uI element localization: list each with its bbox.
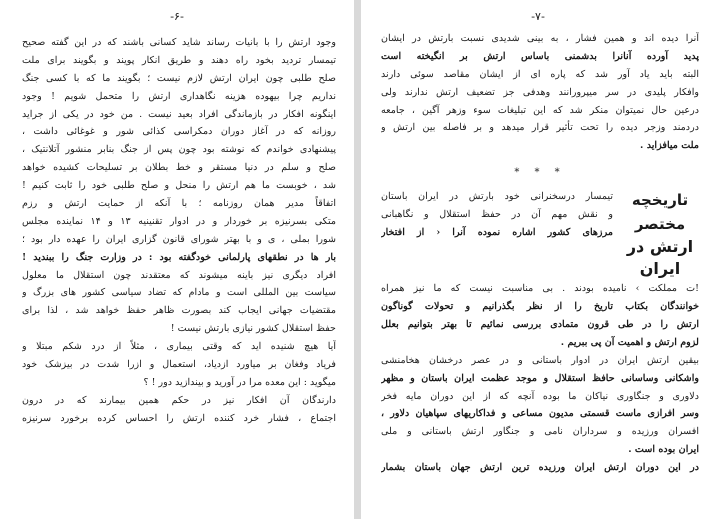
text-line: صلح طلبی چون ایران ارتش لازم نیست ؛ بگویند ما که با کسی جنگ (22, 72, 336, 84)
text-line: ملت میافزاید . (640, 140, 699, 152)
text-line: ارتش را در طی قرون متمادی بررسی نمائیم تا بهتر بتوانیم بعلل (381, 319, 699, 331)
left-page (0, 0, 354, 519)
section-heading (621, 188, 699, 280)
text-line: روزانه که در آغاز دوران دمکراسی کذائی شور و غوغائی داشت ، (22, 126, 336, 138)
section-divider-stars: * * * (514, 167, 566, 179)
text-line: تیمسار درسخنرانی خود بارتش در ایران باستان (381, 191, 613, 203)
text-line: دارندگان آن افکار نیز در حکم همین بیمارند که در درون (22, 394, 336, 406)
text-line: واشکانی وساسانی حافظ استقلال و موجد عظمت ایران باستان و مظهر (381, 372, 699, 384)
text-line: اجتماع ، فشار خرد کننده ارتش را احساس کرده برخورد سرنیزه (22, 412, 336, 424)
text-line: دلاوری و جنگاوری نیاکان ما بوده آنچه که از این دوران مایه فخر (381, 390, 699, 402)
text-line: تیمسار تردید بخود راه دهند و طریق انکار پویند و بگویند برای ملت (22, 54, 336, 66)
text-line: بار ها در نطقهای پارلمانی خودگفته بود : در وزارت جنگ را ببندید ! (22, 251, 336, 263)
text-line: پدید آورده آنانرا بدشمنی باساس ارتش بر انگیخته است (381, 50, 699, 62)
text-line: صلح و سلم در دنیا مستقر و خط بطلان بر تسلیحات کشیده خواهد (22, 162, 336, 174)
text-line: شورا بملی ، ی و با بهتر شورای قانون گزاری ایران را عهده دار بود ؛ (22, 233, 336, 245)
text-line: اتفاقاً مدیر همان روزنامه ؛ با آنکه از حمایت ارتش و رزم (22, 198, 336, 210)
left-page-text (22, 34, 336, 428)
text-line: اینگونه افکار در بازماندگی افراد بعید نیست . من خود در یکی از جراید (22, 108, 336, 120)
text-line: مرزهای کشور اشاره نموده آنرا ‹ از افتخار (381, 227, 613, 239)
right-page (361, 0, 715, 519)
text-line: دردمند وزجر دیده را تحت تأثیر قرار میدهد و بر فاصله بین ارتش و (381, 122, 699, 134)
left-page-number: -۶- (170, 10, 184, 23)
section-heading-line-1: تاریخچه مختصر (631, 191, 689, 234)
text-line: ایران بوده است . (628, 444, 699, 456)
text-line: خوانندگان بکتاب تاریخ را از نظر بگذرانیم و تحولات گوناگون (381, 301, 699, 313)
section-side-text (381, 188, 613, 280)
text-line: وافکار پلیدی در سر میپرورانند وهدفی جز تضعیف ارتش ندارند ولی (381, 86, 699, 98)
text-line: حفظ استقلال کشور نیازی بارتش نیست ! (170, 323, 336, 335)
text-line: !ت مملکت › نامیده بودند . بی مناسبت نیست که ما نیز همراه (381, 283, 699, 295)
right-page-number: -۷- (531, 10, 545, 23)
section-intro (381, 188, 699, 280)
text-line: نداریم چرا بیهوده هزینه نگاهداری ارتش را متحمل شویم ! وجود (22, 90, 336, 102)
text-line: البته باید یاد آور شد که پاره ای از ایشان مقاصد سوئی دارند (381, 68, 699, 80)
text-line: سیاست بین المللی است و مادام که تضاد سیاسی کشور های بزرگ و (22, 287, 336, 299)
text-line: بیقین ارتش ایران در ادوار باستانی و در عصر درخشان هخامنشی (381, 354, 699, 366)
text-line: شد ، خوبست ما هم ارتش را منحل و صلح طلبی خود را ثابت کنیم ! (22, 180, 336, 192)
text-line: میگوید : این معده مرا در آورید و بیندازید دور ! ؟ (143, 376, 336, 388)
text-line: و نقش مهم آن در حفظ استقلال و نگاهبانی (381, 209, 613, 221)
book-gutter (354, 0, 361, 519)
text-line: آیا هیچ شنیده اید که وقتی بیماری ، مثلاً از درد شکم مبتلا و (22, 341, 336, 353)
text-line: فریاد وفغان بر میاورد ازدیاد، استعمال و ازرا شدت در بیزشک خود (22, 359, 336, 371)
text-line: درعین حال نمیتوان منکر شد که این تبلیغات سوء وزهر آگین ، جامعه (381, 104, 699, 116)
text-line: پیشنهادی خواندم که نوشته بود چون پس از جنگ بنابر منشور آتلانتیک ، (22, 144, 336, 156)
text-line: افراد دیگری نیز باینه میشوند که معتقدند چون استقلال ما معلول (22, 269, 336, 281)
text-line: متکی بسرنیزه بر خوردار و در ادوار تقنینیه ۱۳ و ۱۴ نماینده مجلس (22, 215, 336, 227)
text-line: افسران ورزیده و سرداران نامی و جنگاور ارتش باستانی و ملی (381, 426, 699, 438)
text-line: در این دوران ارتش ایران ورزیده ترین ارتش جهان باستان بشمار (381, 462, 699, 474)
text-line: مقتضیات جهانی ایجاب کند بصورت ظاهر حفظ خواهد شد ، لذا برای (22, 305, 336, 317)
text-line: وجود ارتش را با بانیات رساند شاید کسانی باشند که در این گفته صحیح (22, 37, 336, 48)
text-line: لزوم ارتش و اهمیت آن پی ببریم . (560, 336, 699, 348)
text-line: آنرا دیده اند و همین فشار ، به بینی شدیدی نسبت بارتش در ایشان (381, 33, 699, 44)
text-line: وسر افرازی ماست قسمتی مدیون مساعی و فداکاریهای سپاهیان دلاور ، (381, 408, 699, 420)
right-page-text (381, 30, 699, 477)
section-heading-line-2: ارتش در ایران (626, 237, 694, 279)
